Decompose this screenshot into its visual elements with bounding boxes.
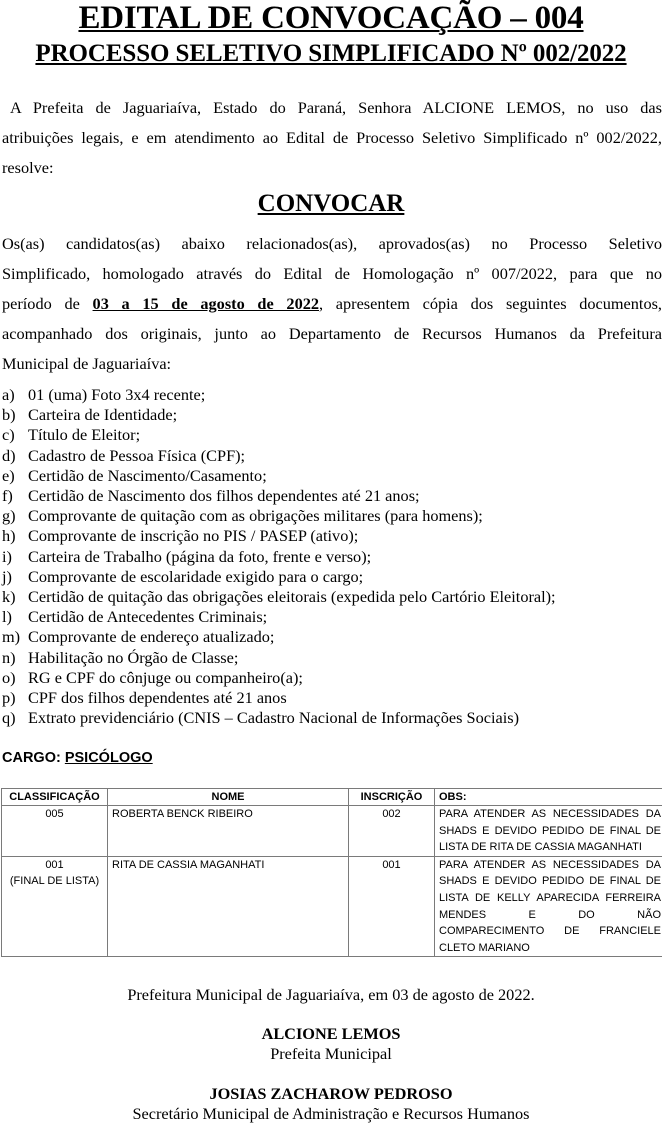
list-item-letter: i) — [2, 546, 12, 566]
list-item-text: Extrato previdenciário (CNIS – Cadastro Nacional de Informações Sociais) — [28, 708, 519, 728]
list-item-text: Cadastro de Pessoa Física (CPF); — [28, 445, 246, 465]
cell-classificacao — [2, 806, 108, 857]
list-item-letter: e) — [2, 465, 15, 485]
intro-line: resolve: — [2, 158, 54, 177]
list-item — [2, 708, 662, 728]
cell-classificacao — [2, 856, 108, 957]
table-row — [2, 806, 662, 857]
list-item-letter: a) — [2, 385, 15, 404]
table-header-row — [2, 789, 662, 806]
list-item-text: Comprovante de endereço atualizado; — [28, 627, 275, 647]
list-item-letter: f) — [2, 486, 13, 506]
body-line: Municipal de Jaguariaíva: — [2, 354, 172, 373]
obs-line: LISTA DE KELLY APARECIDA FERREIRA — [439, 891, 661, 904]
list-item — [2, 526, 662, 546]
signer-secretary-name: JOSIAS ZACHAROW PEDROSO — [209, 1084, 453, 1103]
cargo-line — [2, 748, 153, 768]
body-line: acompanhado dos originais, junto ao Departamento de Recursos Humanos da Prefeitura — [2, 324, 662, 343]
list-item-letter: j) — [2, 566, 12, 586]
list-item-text: 01 (uma) Foto 3x4 recente; — [28, 385, 206, 404]
list-item-text: Comprovante de escolaridade exigido para o cargo; — [28, 566, 364, 586]
body-text: , apresentem cópia dos seguintes documentos, — [319, 294, 662, 313]
list-item — [2, 547, 662, 567]
signer-mayor-name: ALCIONE LEMOS — [261, 1024, 401, 1043]
list-item-text: CPF dos filhos dependentes até 21 anos — [28, 688, 287, 708]
list-item-text: Título de Eleitor; — [28, 425, 141, 445]
convocation-paragraph — [2, 229, 662, 379]
cell-inscricao: 001 — [349, 856, 435, 957]
document-title: EDITAL DE CONVOCAÇÃO – 004 — [78, 0, 584, 36]
list-item-letter: n) — [2, 647, 16, 667]
signer-secretary-role: Secretário Municipal de Administração e Recursos Humanos — [132, 1104, 530, 1123]
list-item — [2, 486, 662, 506]
list-item — [2, 607, 662, 627]
obs-line: SHADS E DEVIDO PEDIDO DE FINAL DE — [439, 875, 661, 888]
candidates-table — [1, 788, 662, 957]
list-item-text: Carteira de Identidade; — [28, 405, 178, 425]
list-item-text: RG e CPF do cônjuge ou companheiro(a); — [28, 667, 303, 687]
obs-line: COMPARECIMENTO DE FRANCIELE — [439, 925, 661, 938]
list-item — [2, 587, 662, 607]
list-item — [2, 648, 662, 668]
list-item — [2, 627, 662, 647]
list-item-letter: k) — [2, 587, 16, 607]
list-item — [2, 567, 662, 587]
list-item-text: Certidão de quitação das obrigações eleitorais (expedida pelo Cartório Eleitoral); — [28, 587, 556, 607]
obs-line: MENDES E DO NÃO — [439, 908, 661, 921]
list-item-text: Carteira de Trabalho (página da foto, frente e verso); — [28, 546, 372, 566]
list-item-letter: p) — [2, 688, 16, 708]
section-heading: CONVOCAR — [257, 190, 405, 217]
list-item — [2, 425, 662, 445]
required-documents-list — [2, 385, 662, 728]
list-item-letter: b) — [2, 405, 16, 425]
classificacao-note: (FINAL DE LISTA) — [9, 875, 100, 888]
list-item-text: Comprovante de quitação com as obrigações militares (para homens); — [28, 506, 483, 526]
header-nome: NOME — [108, 789, 349, 806]
list-item-letter: q) — [2, 708, 16, 728]
place-date: Prefeitura Municipal de Jaguariaíva, em 03 de agosto de 2022. — [127, 985, 535, 1004]
list-item-letter: h) — [2, 526, 16, 546]
header-inscricao: INSCRIÇÃO — [349, 789, 435, 806]
cell-inscricao: 002 — [349, 806, 435, 857]
body-line: Simplificado, homologado através do Edital de Homologação nº 007/2022, para que no — [2, 264, 662, 283]
cargo-value: PSICÓLOGO — [64, 750, 153, 766]
obs-line: SHADS E DEVIDO PEDIDO DE FINAL DE — [439, 824, 661, 837]
list-item — [2, 466, 662, 486]
header-obs: OBS: — [435, 789, 662, 806]
list-item-text: Certidão de Nascimento dos filhos dependentes até 21 anos; — [28, 486, 420, 506]
list-item-letter: o) — [2, 667, 16, 687]
intro-line: A Prefeita de Jaguariaíva, Estado do Paraná, Senhora ALCIONE LEMOS, no uso das — [10, 98, 662, 117]
signer-mayor-role: Prefeita Municipal — [270, 1044, 392, 1063]
classificacao-value: 005 — [45, 808, 64, 820]
list-item — [2, 385, 662, 405]
obs-line: CLETO MARIANO — [439, 941, 530, 954]
obs-line: PARA ATENDER AS NECESSIDADES DA — [439, 858, 661, 871]
list-item-text: Certidão de Antecedentes Criminais; — [28, 607, 268, 627]
list-item-letter: m) — [2, 627, 21, 647]
body-text: período de — [2, 294, 93, 313]
list-item — [2, 446, 662, 466]
list-item — [2, 668, 662, 688]
document-subtitle: PROCESSO SELETIVO SIMPLIFICADO Nº 002/2022 — [35, 40, 627, 67]
list-item-letter: d) — [2, 445, 16, 465]
header-classificacao: CLASSIFICAÇÃO — [2, 789, 108, 806]
cell-nome: ROBERTA BENCK RIBEIRO — [108, 806, 349, 857]
cell-obs — [435, 856, 662, 957]
classificacao-value: 001 — [45, 858, 64, 871]
intro-line: atribuições legais, e em atendimento ao Edital de Processo Seletivo Simplificado nº 002/2022, — [2, 128, 662, 147]
obs-line: PARA ATENDER AS NECESSIDADES DA — [439, 808, 661, 820]
intro-paragraph — [2, 93, 662, 183]
list-item — [2, 688, 662, 708]
list-item — [2, 506, 662, 526]
cell-obs — [435, 806, 662, 857]
body-line — [2, 289, 662, 319]
list-item-text: Comprovante de inscrição no PIS / PASEP (ativo); — [28, 526, 359, 546]
presentation-period: 03 a 15 de agosto de 2022 — [92, 294, 319, 313]
body-line: Os(as) candidatos(as) abaixo relacionados(as), aprovados(as) no Processo Seletivo — [2, 234, 662, 253]
cell-nome: RITA DE CASSIA MAGANHATI — [108, 856, 349, 957]
list-item-text: Habilitação no Órgão de Classe; — [28, 647, 239, 667]
list-item-text: Certidão de Nascimento/Casamento; — [28, 465, 267, 485]
table-row — [2, 856, 662, 957]
list-item — [2, 405, 662, 425]
list-item-letter: g) — [2, 506, 16, 526]
list-item-letter: l) — [2, 607, 12, 627]
list-item-letter: c) — [2, 425, 15, 445]
cargo-label: CARGO: — [2, 750, 65, 766]
obs-line: LISTA DE RITA DE CASSIA MAGANHATI — [439, 841, 642, 854]
